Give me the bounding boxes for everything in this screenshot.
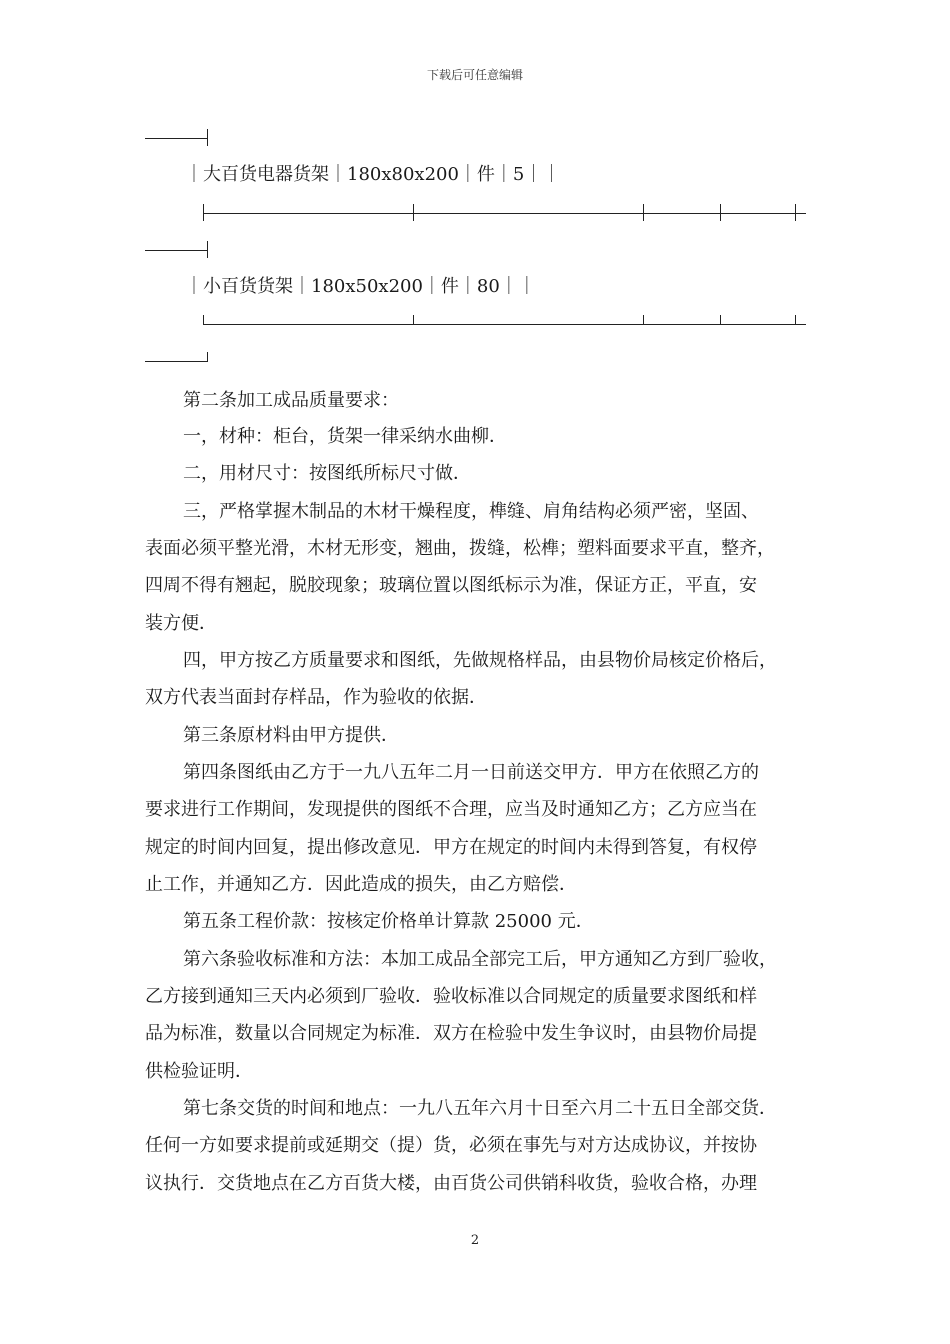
table-tick: [795, 315, 796, 325]
table-tick: [207, 241, 208, 258]
table-tick: [203, 315, 204, 325]
table-tick: [207, 352, 208, 362]
table-tick: [795, 204, 796, 221]
clause-item: 一，材种：柜台，货架一律采纳水曲柳．: [183, 426, 507, 447]
clause-text: 乙方接到通知三天内必须到厂验收．验收标准以合同规定的质量要求图纸和样: [145, 986, 757, 1007]
clause-text: 表面必须平整光滑，木材无形变，翘曲，拨缝，松榫；塑料面要求平直，整齐，: [145, 538, 775, 559]
clause-text: 要求进行工作期间，发现提供的图纸不合理，应当及时通知乙方；乙方应当在: [145, 799, 757, 820]
clause-heading: 第二条加工成品质量要求：: [183, 390, 399, 411]
clause-text: 装方便．: [145, 613, 217, 634]
table-tick: [643, 204, 644, 221]
page-header: 下载后可任意编辑: [426, 68, 523, 82]
clause-item: 三，严格掌握木制品的木材干燥程度，榫缝、肩角结构必须严密，坚固、: [183, 501, 759, 522]
clause-text: 供检验证明．: [145, 1061, 253, 1082]
clause-heading: 第四条图纸由乙方于一九八五年二月一日前送交甲方．甲方在依照乙方的: [183, 762, 759, 783]
table-rule: [145, 361, 208, 362]
clause-heading: 第三条原材料由甲方提供．: [183, 725, 399, 746]
table-tick: [720, 315, 721, 325]
table-tick: [207, 129, 208, 146]
clause-text: 任何一方如要求提前或延期交（提）货，必须在事先与对方达成协议，并按协: [145, 1135, 757, 1156]
clause-text: 双方代表当面封存样品，作为验收的依据．: [145, 687, 487, 708]
clause-heading: 第五条工程价款：按核定价格单计算款 25000 元．: [183, 911, 594, 932]
table-rule: [145, 250, 208, 251]
clause-text: 四周不得有翘起，脱胶现象；玻璃位置以图纸标示为准，保证方正，平直，安: [145, 575, 757, 596]
table-rule: [203, 324, 806, 325]
table-rule: [203, 213, 806, 214]
clause-text: 品为标准，数量以合同规定为标准．双方在检验中发生争议时，由县物价局提: [145, 1023, 757, 1044]
table-tick: [720, 204, 721, 221]
table-row: ｜小百货货架｜180x50x200｜件｜80｜｜: [185, 276, 536, 297]
clause-text: 止工作，并通知乙方．因此造成的损失，由乙方赔偿．: [145, 874, 577, 895]
clause-item: 四，甲方按乙方质量要求和图纸，先做规格样品，由县物价局核定价格后，: [183, 650, 777, 671]
clause-text: 规定的时间内回复，提出修改意见．甲方在规定的时间内未得到答复，有权停: [145, 837, 757, 858]
clause-heading: 第七条交货的时间和地点：一九八五年六月十日至六月二十五日全部交货．: [183, 1098, 777, 1119]
clause-item: 二，用材尺寸：按图纸所标尺寸做．: [183, 463, 471, 484]
table-rule: [145, 138, 208, 139]
table-tick: [413, 315, 414, 325]
table-tick: [203, 204, 204, 221]
page-number: 2: [470, 1233, 480, 1248]
clause-text: 议执行．交货地点在乙方百货大楼，由百货公司供销科收货，验收合格，办理: [145, 1173, 757, 1194]
table-row: ｜大百货电器货架｜180x80x200｜件｜5｜｜: [185, 164, 561, 185]
table-tick: [413, 204, 414, 221]
table-tick: [643, 315, 644, 325]
clause-heading: 第六条验收标准和方法：本加工成品全部完工后，甲方通知乙方到厂验收，: [183, 949, 777, 970]
